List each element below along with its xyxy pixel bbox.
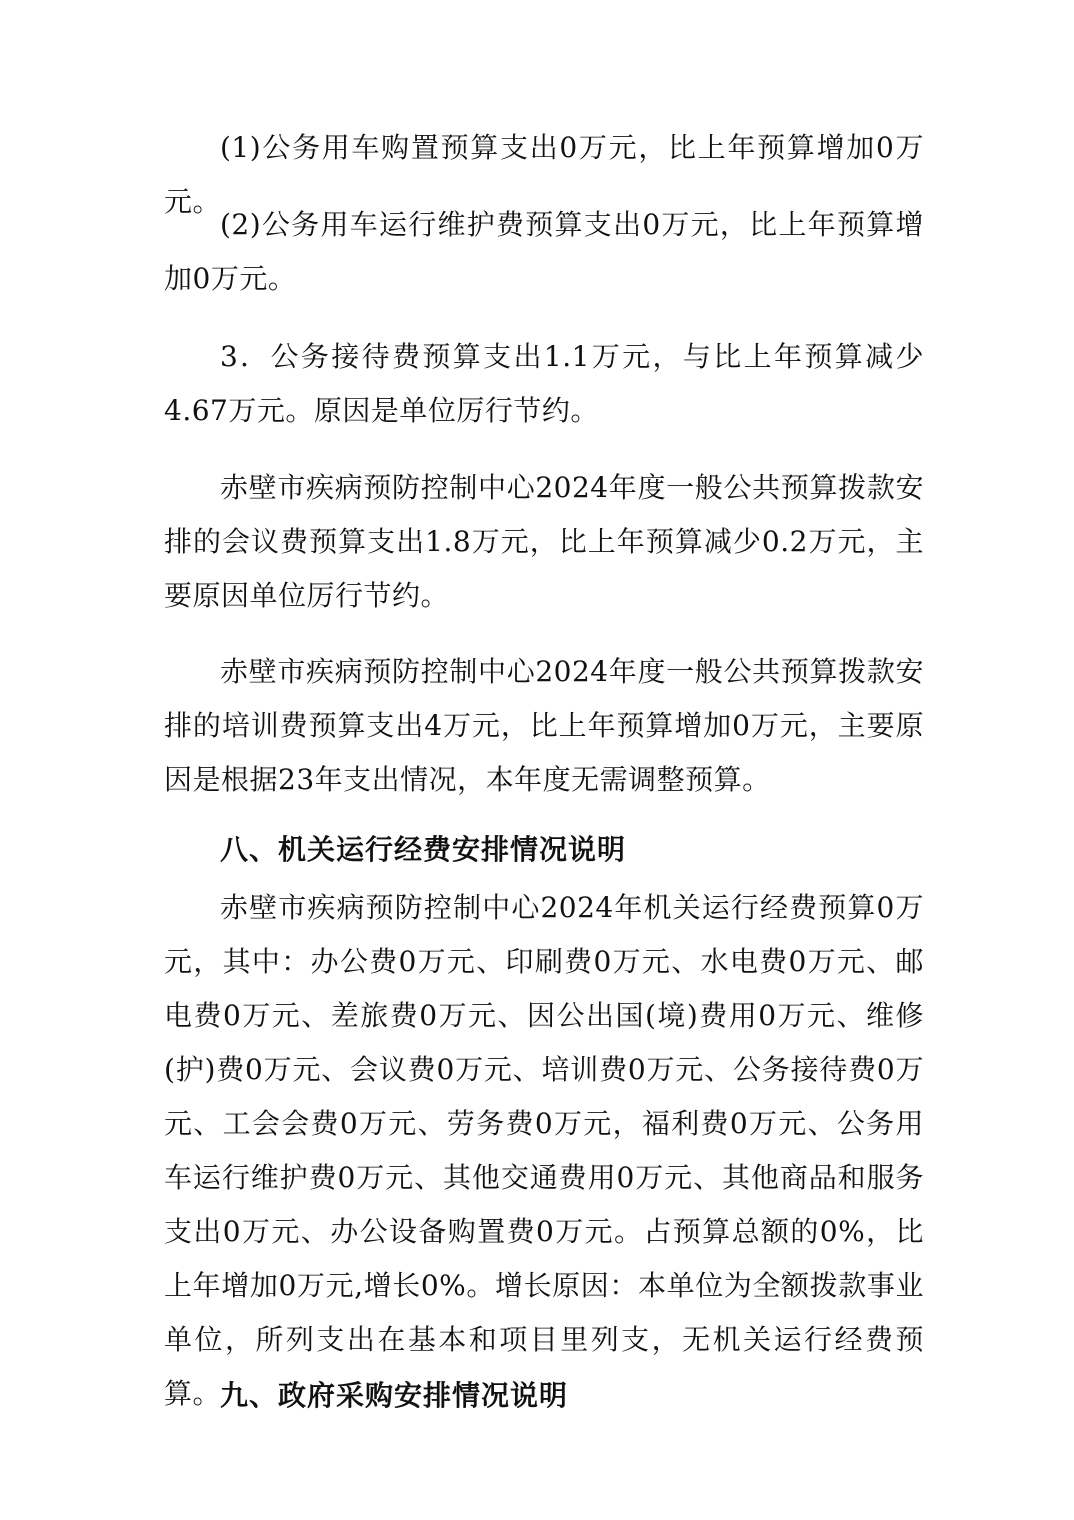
paragraph-vehicle-purchase: (1)公务用车购置预算支出0万元，比上年预算增加0万元。 [164, 131, 924, 218]
section-heading-procurement: 九、政府采购安排情况说明 [220, 1379, 569, 1412]
paragraph-reception-expense: 3．公务接待费预算支出1.1万元，与比上年预算减少4.67万元。原因是单位厉行节约。 [164, 340, 924, 427]
section-heading-operating-funds: 八、机关运行经费安排情况说明 [220, 833, 627, 866]
paragraph-operating-funds: 赤壁市疾病预防控制中心2024年机关运行经费预算0万元，其中：办公费0万元、印刷费0万元、水电费0万元、邮电费0万元、差旅费0万元、因公出国(境)费用0万元、维修(护)费0万元、会议费0万元、培训费0万元、公务接待费0万元、工会会费0万元、劳务费0万元，福利费0万元、公务用车运行维护费0万元、其他交通费用0万元、其他商品和服务支出0万元、办公设备购置费0万元。占预算总额的0%，比上年增加0万元,增长0%。增长原因：本单位为全额拨款事业单位，所列支出在基本和项目里列支，无机关运行经费预算。 [164, 891, 924, 1410]
paragraph-vehicle-maintenance: (2)公务用车运行维护费预算支出0万元，比上年预算增加0万元。 [164, 208, 924, 295]
paragraph-meeting-expense: 赤壁市疾病预防控制中心2024年度一般公共预算拨款安排的会议费预算支出1.8万元，比上年预算减少0.2万元，主要原因单位厉行节约。 [164, 471, 924, 612]
paragraph-training-expense: 赤壁市疾病预防控制中心2024年度一般公共预算拨款安排的培训费预算支出4万元，比上年预算增加0万元，主要原因是根据23年支出情况，本年度无需调整预算。 [164, 655, 924, 796]
